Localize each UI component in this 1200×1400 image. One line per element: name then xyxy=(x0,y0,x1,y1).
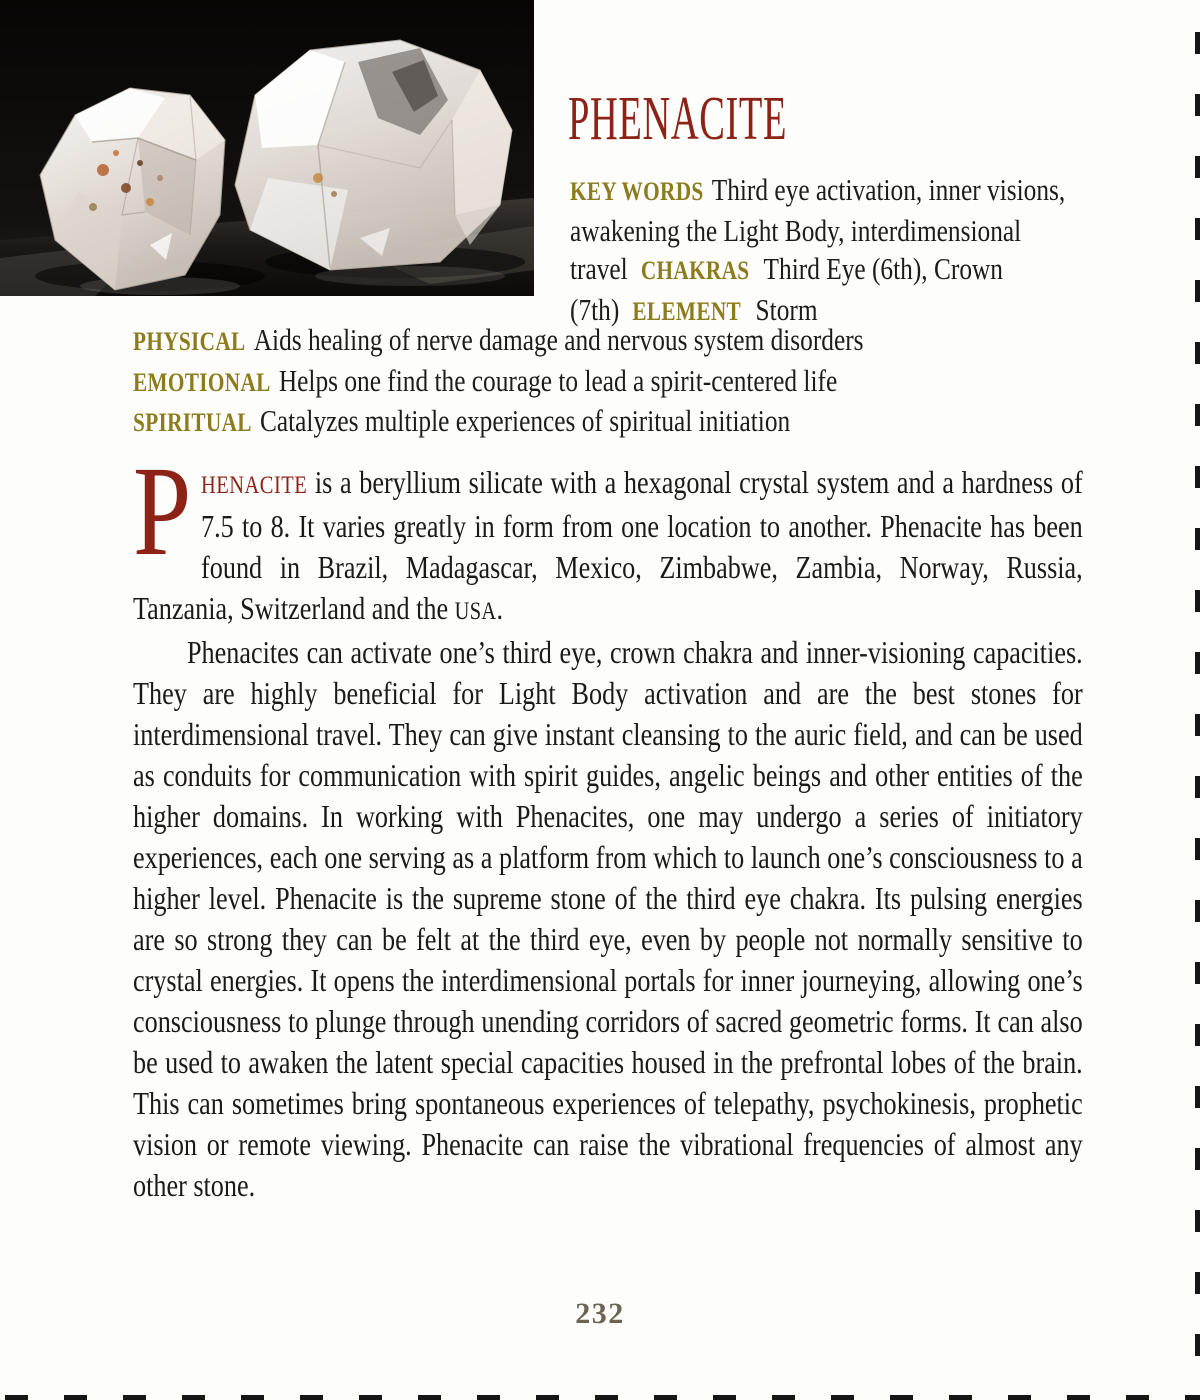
element-label: ELEMENT xyxy=(632,296,742,326)
usa-smallcaps: USA xyxy=(454,598,497,625)
physical-text: Aids healing of nerve damage and nervous system disorders xyxy=(253,322,864,357)
page-number: 232 xyxy=(575,1297,625,1330)
phenacite-crystals-photo xyxy=(0,0,534,296)
attribute-lines xyxy=(133,321,1083,443)
right-edge-marks xyxy=(1195,32,1200,1400)
body-paragraph-2: Phenacites can activate one’s third eye, crown chakra and inner-visioning capacities. They are highly beneficial for Light Body activation and are the best stones for interdimensional travel. They can give instant cleansing to the auric field, and can be used as conduits for communication with spirit guides, angelic beings and other entities of the higher domains. In working with Phenacites, one may undergo a series of initiatory experiences, each one serving as a platform from which to launch one’s consciousness to a higher level. Phenacite is the supreme stone of the third eye chakra. Its pulsing energies are so strong they can be felt at the third eye, even by people not normally sensitive to crystal energies. It opens the interdimensional portals for inner journeying, allowing one’s consciousness to plunge through unending corridors of sacred geometric forms. It can also be used to awaken the latent special capacities housed in the prefrontal lobes of the brain. This can sometimes bring spontaneous experiences of telepathy, psychokinesis, prophetic vision or remote viewing. Phenacite can raise the vibrational frequencies of almost any other stone. xyxy=(133,634,1083,1203)
emotional-label: EMOTIONAL xyxy=(133,367,271,397)
key-words-label: KEY WORDS xyxy=(570,177,704,206)
spiritual-text: Catalyzes multiple experiences of spiritual initiation xyxy=(259,403,791,438)
drop-cap: P xyxy=(133,440,192,582)
bottom-edge-marks xyxy=(5,1395,1200,1400)
mineral-name-smallcaps: HENACITE xyxy=(201,472,308,499)
keywords-paragraph xyxy=(570,171,1087,331)
paragraph-1-text: is a beryllium silicate with a hexagonal crystal system and a hardness of 7.5 to 8. It varies greatly in form from one location to another. Phenacite has been found in Brazil, Madagascar, Mexico, Zimbabwe, Zambia, Norway, Russia, Tanzania, Switzerland and the xyxy=(133,464,1083,626)
physical-line xyxy=(133,321,1083,362)
emotional-line xyxy=(133,362,1083,403)
chakras-label: CHAKRAS xyxy=(640,256,750,285)
body-copy xyxy=(133,440,1083,1206)
emotional-text: Helps one find the courage to lead a spirit-centered life xyxy=(278,362,838,398)
paragraph-1-period: . xyxy=(496,590,504,626)
chakras-text: Third Eye (6th), Crown (7th) xyxy=(570,251,1003,327)
element-text: Storm xyxy=(755,291,818,327)
key-words-text: Third eye activation, inner visions, awakening the Light Body, interdimensional travel xyxy=(570,172,1066,286)
body-paragraph-1 xyxy=(133,440,1083,632)
page-title: PHENACITE xyxy=(568,85,788,153)
spiritual-label: SPIRITUAL xyxy=(133,408,252,437)
spiritual-line xyxy=(133,402,1083,443)
physical-label: PHYSICAL xyxy=(133,327,246,356)
